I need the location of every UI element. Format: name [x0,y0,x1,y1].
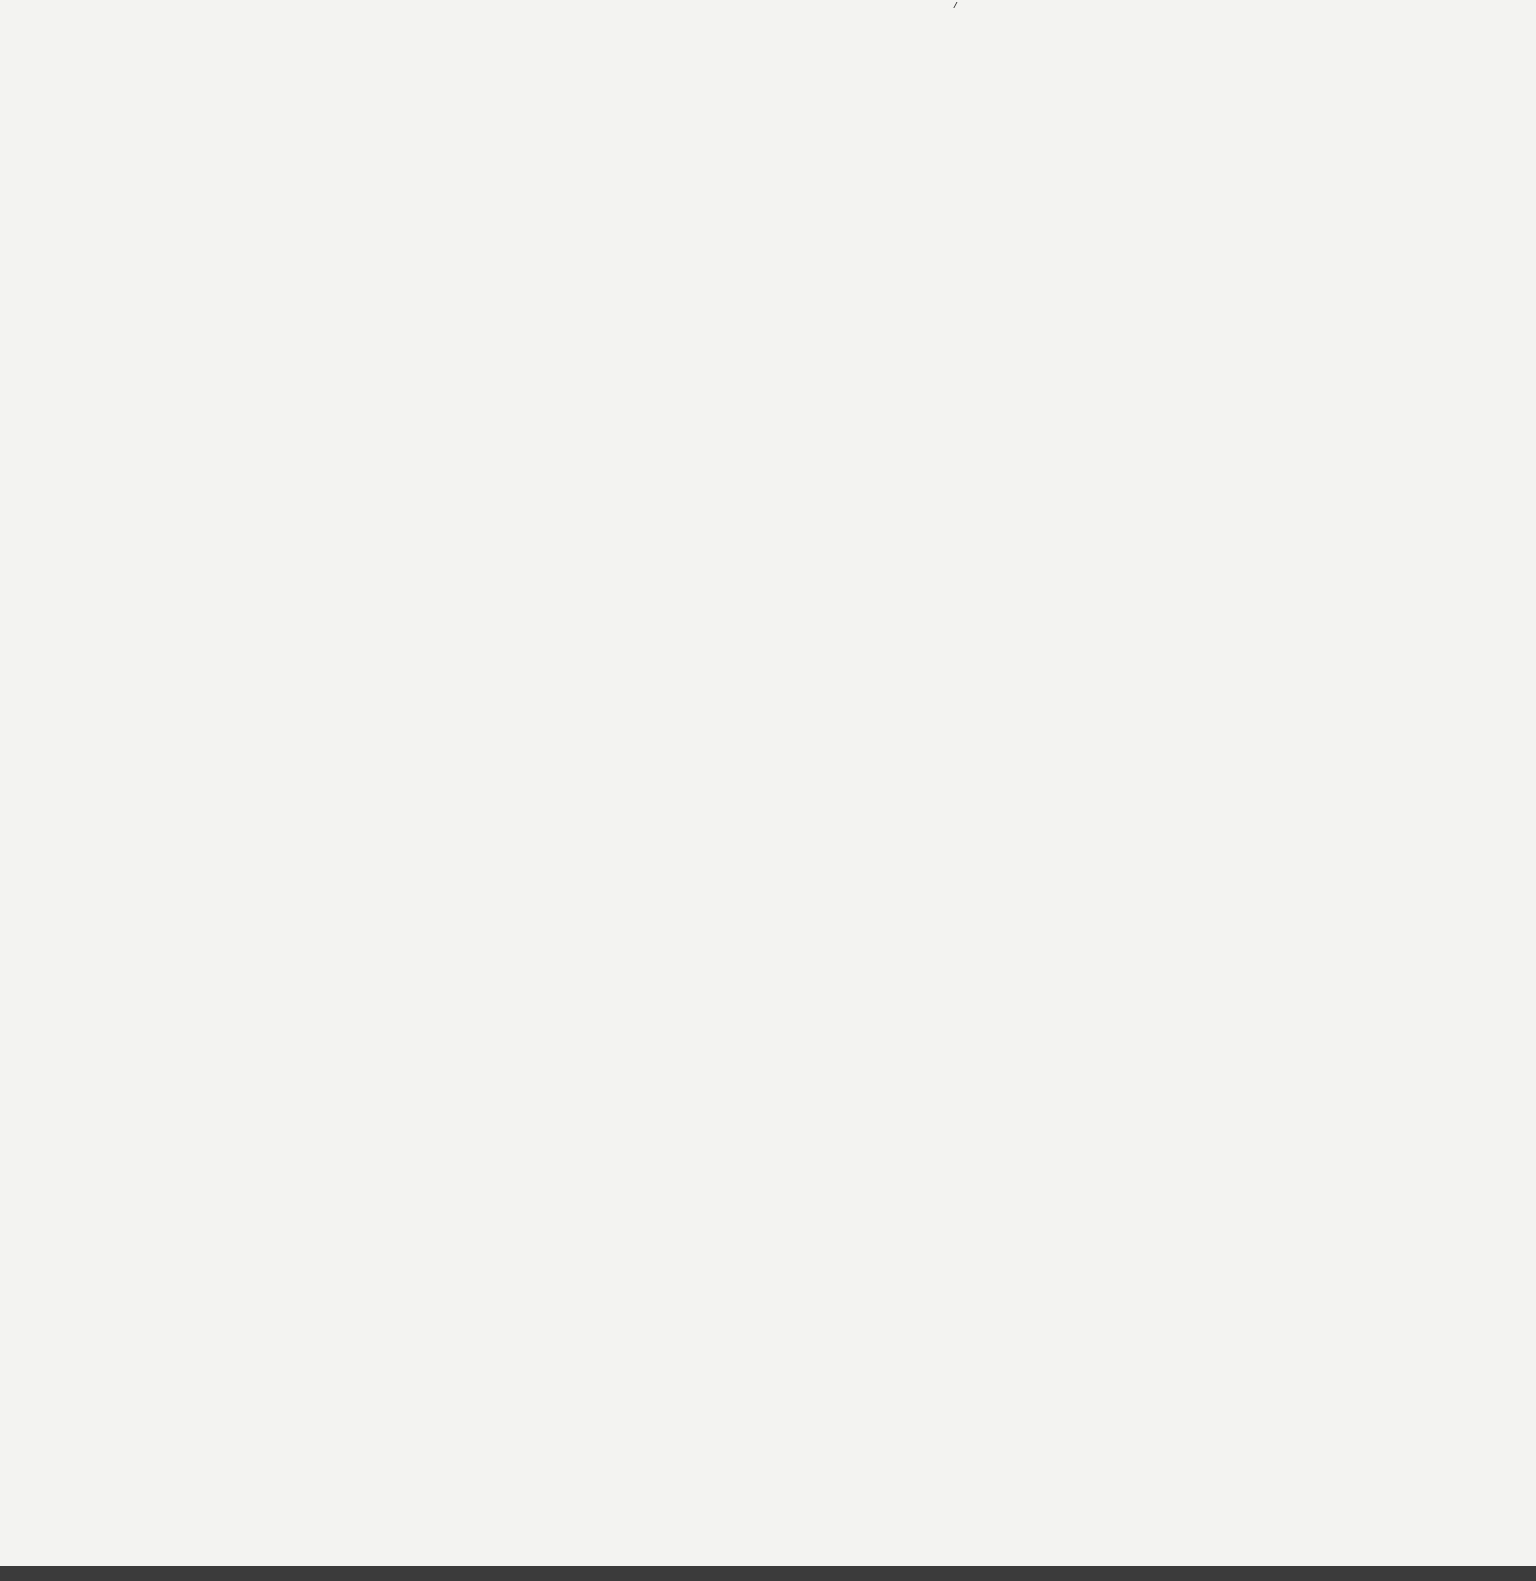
barcode-sculpture [1330,1225,1500,1525]
barcode-graphic [1330,1225,1500,1525]
bottom-edge [0,1566,1536,1581]
corner-mark: / [953,2,958,11]
